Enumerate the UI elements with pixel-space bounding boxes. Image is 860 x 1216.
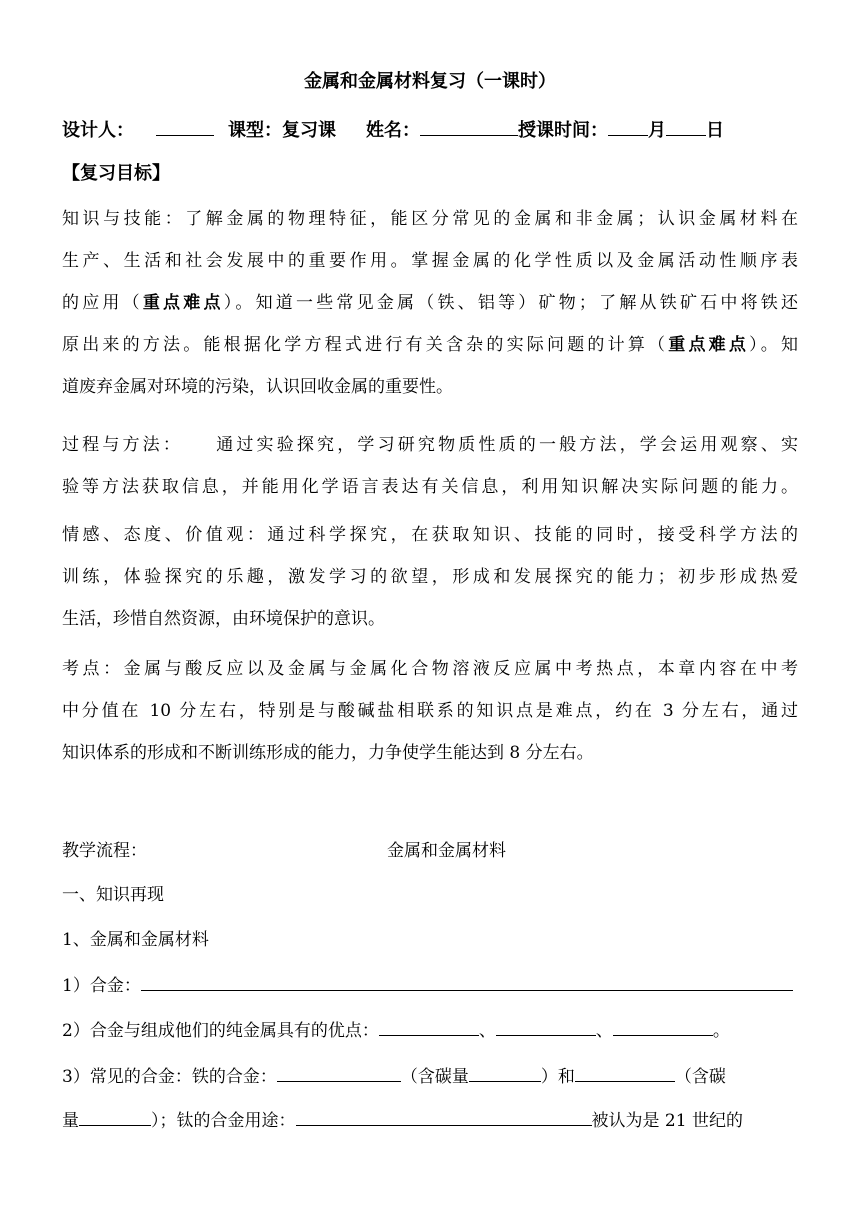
text-run: ）。知 (749, 335, 799, 355)
text-run: 量 (62, 1111, 79, 1131)
time-label: 授课时间： (518, 120, 608, 141)
text-run: 原出来的方法。能根据化学方程式进行有关含杂的实际问题的计算（ (62, 335, 669, 355)
paragraph-line: 验等方法获取信息，并能用化学语言表达有关信息，利用知识解决实际问题的能力。 (62, 477, 798, 497)
separator: 、 (595, 1021, 613, 1041)
flow-topic: 金属和金属材料 (387, 841, 506, 861)
answer-blank[interactable] (496, 1013, 596, 1036)
text-run: ）；钛的合金用途： (151, 1111, 296, 1131)
exam-points-paragraph (62, 648, 798, 774)
answer-blank[interactable] (575, 1059, 675, 1082)
answer-blank[interactable] (277, 1059, 401, 1082)
flow-label: 教学流程： (62, 841, 147, 861)
paragraph-line: 考点：金属与酸反应以及金属与金属化合物溶液反应属中考热点，本章内容在中考 (62, 659, 798, 679)
subsection-heading: 1、金属和金属材料 (62, 930, 209, 950)
process-methods-paragraph (62, 424, 798, 508)
header-info-line (62, 115, 798, 145)
end-mark: 。 (712, 1021, 730, 1041)
day-blank (666, 115, 706, 136)
section-heading: 一、知识再现 (62, 885, 164, 905)
text-run: ）和 (540, 1067, 575, 1087)
answer-blank[interactable] (79, 1103, 151, 1126)
answer-blank[interactable] (296, 1103, 592, 1126)
process-label: 过程与方法： (62, 435, 184, 455)
paragraph-line: 道废弃金属对环境的污染，认识回收金属的重要性。 (62, 377, 453, 397)
knowledge-skills-paragraph (62, 198, 798, 408)
text-run: （含碳量 (400, 1067, 469, 1087)
designer-label: 设计人： (62, 120, 134, 141)
lesson-type-label: 课型：复习课 (228, 120, 336, 141)
text-run: （含碳 (674, 1067, 726, 1087)
question-label: 2）合金与组成他们的纯金属具有的优点： (62, 1021, 379, 1041)
answer-blank[interactable] (141, 968, 793, 991)
paragraph-line: 知识体系的形成和不断训练形成的能力，力争使学生能达到 8 分左右。 (62, 743, 594, 763)
paragraph-line (62, 282, 798, 324)
answer-blank[interactable] (613, 1013, 713, 1036)
answer-blank[interactable] (379, 1013, 479, 1036)
question-label: 1）合金： (62, 976, 141, 996)
emotion-values-paragraph (62, 514, 798, 640)
document-title: 金属和金属材料复习（一课时） (304, 71, 556, 92)
text-run: 的应用（ (62, 293, 143, 313)
separator: 、 (478, 1021, 496, 1041)
day-label: 日 (706, 120, 724, 141)
paragraph-line (62, 424, 798, 466)
paragraph-line: 生产、生活和社会发展中的重要作用。掌握金属的化学性质以及金属活动性顺序表 (62, 251, 798, 271)
paragraph-line: 中分值在 10 分左右，特别是与酸碱盐相联系的知识点是难点，约在 3 分左右，通过 (62, 701, 798, 721)
teaching-flow-line (62, 830, 798, 872)
text-run: ）。知道一些常见金属（铁、铝等）矿物；了解从铁矿石中将铁还 (223, 293, 799, 313)
key-point-emphasis: 重点难点 (142, 293, 224, 313)
question-label: 3）常见的合金：铁的合金： (62, 1067, 277, 1087)
month-label: 月 (648, 120, 666, 141)
name-label: 姓名： (366, 120, 420, 141)
answer-blank[interactable] (469, 1059, 541, 1082)
question-alloy-advantages (62, 1010, 798, 1052)
question-common-alloys-cont (62, 1100, 798, 1142)
question-common-alloys (62, 1056, 798, 1098)
text-run: 通过实验探究，学习研究物质性质的一般方法，学会运用观察、实 (213, 435, 799, 455)
designer-blank (156, 115, 214, 136)
text-run: 被认为是 21 世纪的 (591, 1111, 743, 1131)
paragraph-line (62, 324, 798, 366)
name-blank (420, 115, 518, 136)
paragraph-line: 生活，珍惜自然资源，由环境保护的意识。 (62, 609, 385, 629)
key-point-emphasis: 重点难点 (668, 335, 750, 355)
question-alloy (62, 965, 798, 1007)
month-blank (608, 115, 648, 136)
paragraph-line: 训练，体验探究的乐趣，激发学习的欲望，形成和发展探究的能力；初步形成热爱 (62, 567, 798, 587)
paragraph-line: 知识与技能：了解金属的物理特征，能区分常见的金属和非金属；认识金属材料在 (62, 209, 798, 229)
goals-heading: 【复习目标】 (62, 163, 170, 184)
paragraph-line: 情感、态度、价值观：通过科学探究，在获取知识、技能的同时，接受科学方法的 (62, 525, 798, 545)
